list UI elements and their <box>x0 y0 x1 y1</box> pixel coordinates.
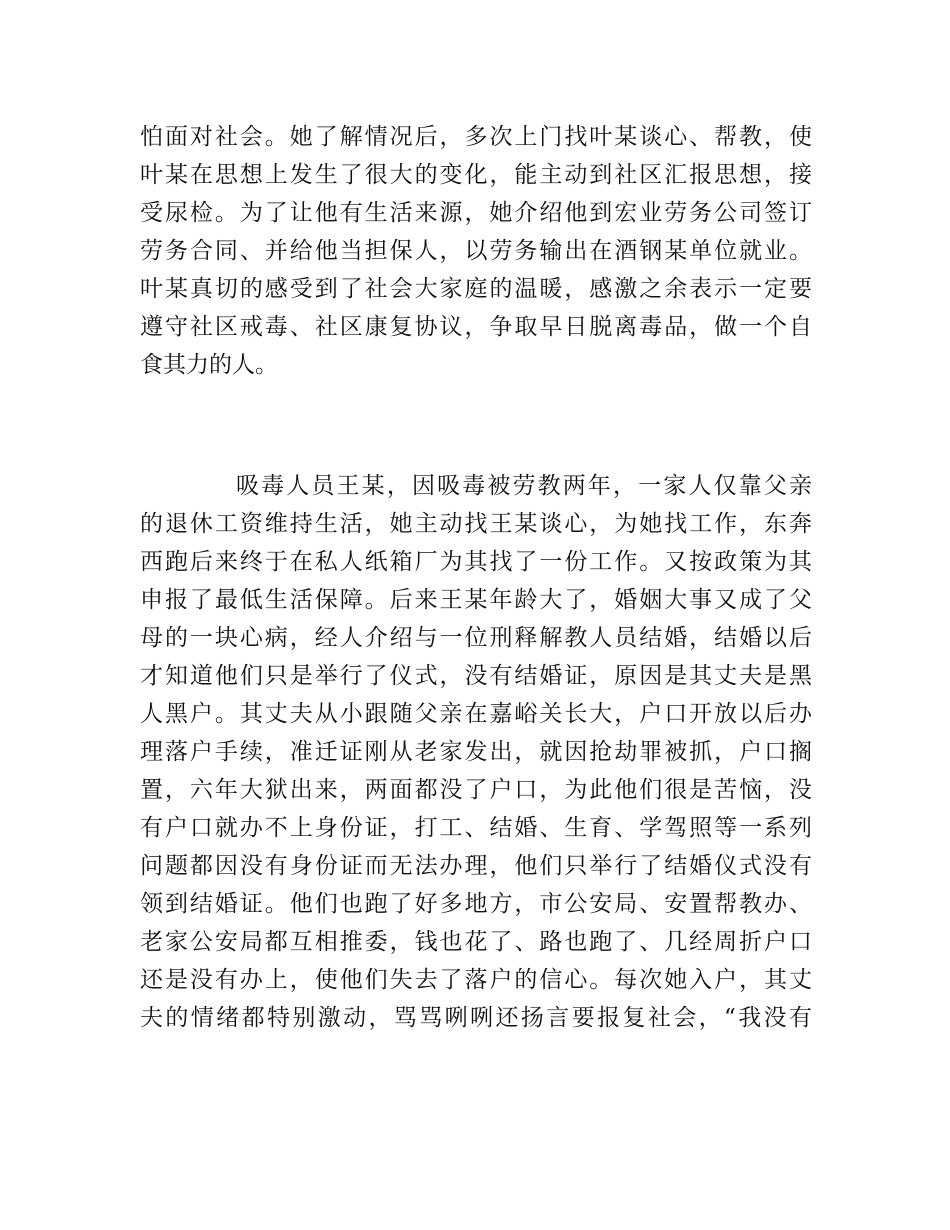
text-line: 母的一块心病，经人介绍与一位刑释解教人员结婚，结婚以后 <box>140 625 812 651</box>
text-line: 叶某在思想上发生了很大的变化，能主动到社区汇报思想，接 <box>140 162 812 188</box>
text-line: 老家公安局都互相推委，钱也花了、路也跑了、几经周折户口 <box>140 929 812 955</box>
text-line: 夫的情绪都特别激动，骂骂咧咧还扬言要报复社会，“我没有 <box>140 1005 812 1031</box>
text-line: 怕面对社会。她了解情况后，多次上门找叶某谈心、帮教，使 <box>140 124 812 150</box>
paragraph-1 <box>140 118 812 384</box>
text-line: 有户口就办不上身份证，打工、结婚、生育、学驾照等一系列 <box>140 815 812 841</box>
text-line: 叶某真切的感受到了社会大家庭的温暖，感激之余表示一定要 <box>140 276 812 302</box>
text-line: 人黑户。其丈夫从小跟随父亲在嘉峪关长大，户口开放以后办 <box>140 701 812 727</box>
text-line: 理落户手续，准迁证刚从老家发出，就因抢劫罪被抓，户口搁 <box>140 739 812 765</box>
text-line: 的退休工资维持生活，她主动找王某谈心，为她找工作，东奔 <box>140 511 812 537</box>
text-line: 遵守社区戒毒、社区康复协议，争取早日脱离毒品，做一个自 <box>140 314 812 340</box>
text-line: 受尿检。为了让他有生活来源，她介绍他到宏业劳务公司签订 <box>140 200 812 226</box>
text-line: 劳务合同、并给他当担保人，以劳务输出在酒钢某单位就业。 <box>140 238 812 264</box>
text-line: 还是没有办上，使他们失去了落户的信心。每次她入户，其丈 <box>140 967 812 993</box>
text-line: 领到结婚证。他们也跑了好多地方，市公安局、安置帮教办、 <box>140 891 812 917</box>
text-line: 申报了最低生活保障。后来王某年龄大了，婚姻大事又成了父 <box>140 587 812 613</box>
text-line-first-indented: 吸毒人员王某，因吸毒被劳教两年，一家人仅靠父亲 <box>236 473 812 499</box>
paragraph-2 <box>140 467 812 1037</box>
text-line: 才知道他们只是举行了仪式，没有结婚证，原因是其丈夫是黑 <box>140 663 812 689</box>
text-line: 食其力的人。 <box>140 352 278 378</box>
text-line: 问题都因没有身份证而无法办理，他们只举行了结婚仪式没有 <box>140 853 812 879</box>
text-line: 西跑后来终于在私人纸箱厂为其找了一份工作。又按政策为其 <box>140 549 812 575</box>
text-line: 置，六年大狱出来，两面都没了户口，为此他们很是苦恼，没 <box>140 777 812 803</box>
